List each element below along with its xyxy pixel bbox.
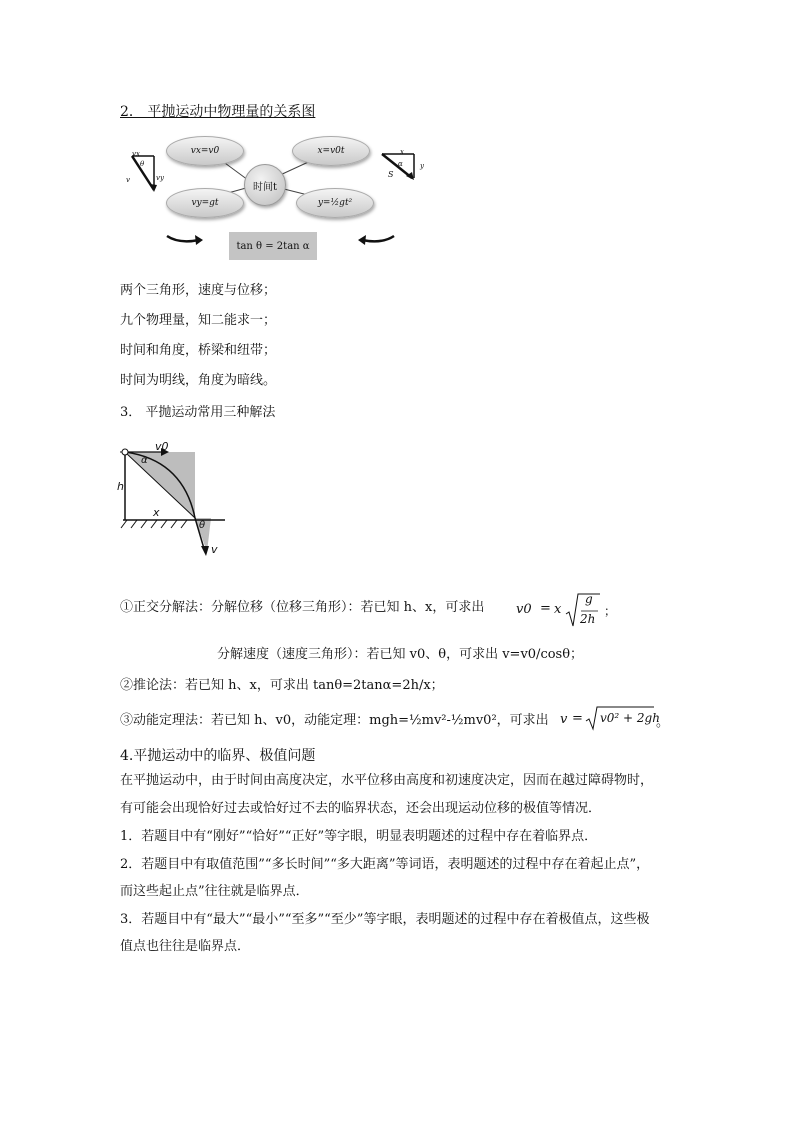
vt-v: v <box>126 176 130 184</box>
summary-line-2: 九个物理量，知二能求一； <box>120 313 277 328</box>
right-curve-arrow <box>165 230 205 250</box>
time-circle: 时间t <box>244 164 286 206</box>
method-3-formula <box>560 703 670 733</box>
fig-v: v <box>211 543 218 556</box>
section-2-title: 2． 平抛运动中物理量的关系图 <box>120 104 316 120</box>
method-2: ②推论法：若已知 h、x，可求出 tanθ=2tanα=2h/x； <box>120 678 444 693</box>
projectile-figure <box>115 440 225 565</box>
section-4-line-1: 在平抛运动中，由于时间由高度决定，水平位移由高度和初速度决定，因而在越过障碍物时， <box>120 773 654 788</box>
section-4-line-2: 有可能会出现恰好过去或恰好过不去的临界状态，还会出现运动位移的极值等情况． <box>120 801 602 816</box>
dt-s: S <box>388 170 394 179</box>
dt-y: y <box>420 162 424 170</box>
vt-vx: vx <box>132 150 140 158</box>
method-3-label: ③动能定理法：若已知 h、v0，动能定理：mgh=½mv²-½mv0²，可求出 <box>120 713 549 728</box>
y-ellipse: y=½gt² <box>296 188 374 218</box>
summary-line-3: 时间和角度，桥梁和纽带； <box>120 343 277 358</box>
method-1-label: ①正交分解法：分解位移（位移三角形）：若已知 h、x，可求出 <box>120 600 485 615</box>
section-4-line-7: 值点也往往是临界点． <box>120 939 251 954</box>
fig-h: h <box>117 480 124 493</box>
m1-eq: = <box>540 601 551 616</box>
vt-theta: θ <box>140 160 145 168</box>
projectile-drawing <box>115 440 225 565</box>
m3-rad: v0² + 2gh <box>600 711 660 725</box>
section-3-title: 3． 平抛运动常用三种解法 <box>120 405 276 420</box>
section-4-title: 4.平抛运动中的临界、极值问题 <box>120 748 316 764</box>
fig-x: x <box>153 506 160 519</box>
m1-x: x <box>554 602 562 617</box>
vt-vy: vy <box>156 174 164 182</box>
method-1-formula <box>514 590 617 630</box>
vx-ellipse: vx=v0 <box>166 136 244 166</box>
section-4-line-5: 而这些起止点”往往就是临界点． <box>120 884 309 899</box>
x-ellipse: x=v0t <box>292 136 370 166</box>
dt-x: x <box>400 148 404 156</box>
m1-tail: ； <box>604 604 617 618</box>
tan-relation-box: tan θ = 2tan α <box>229 232 317 260</box>
summary-line-1: 两个三角形，速度与位移； <box>120 283 277 298</box>
dt-alpha: α <box>398 160 403 168</box>
section-4-line-3: 1．若题目中有“刚好”“恰好”“正好”等字眼，明显表明题述的过程中存在着临界点． <box>120 829 598 844</box>
fig-v0: v0 <box>155 440 169 453</box>
m3-lhs: v <box>560 712 568 727</box>
m1-num: g <box>585 592 593 606</box>
fig-theta: θ <box>199 520 206 531</box>
method-1-line2: 分解速度（速度三角形）：若已知 v0、θ，可求出 v=v0/cosθ； <box>217 647 584 662</box>
m1-den: 2h <box>580 612 596 626</box>
left-curve-arrow <box>356 230 396 250</box>
fig-alpha: α <box>141 455 148 466</box>
summary-line-4: 时间为明线，角度为暗线。 <box>120 373 277 388</box>
vy-ellipse: vy=gt <box>166 188 244 218</box>
section-4-line-6: 3．若题目中有“最大”“最小”“至多”“至少”等字眼，表明题述的过程中存在着极值点，这些极 <box>120 912 650 927</box>
m3-tail: 。 <box>656 715 670 730</box>
m3-eq: = <box>572 711 583 726</box>
section-4-line-4: 2．若题目中有取值范围”“多长时间”“多大距离”等词语，表明题述的过程中存在着起止点”， <box>120 857 650 872</box>
m1-lhs: v0 <box>516 602 532 617</box>
